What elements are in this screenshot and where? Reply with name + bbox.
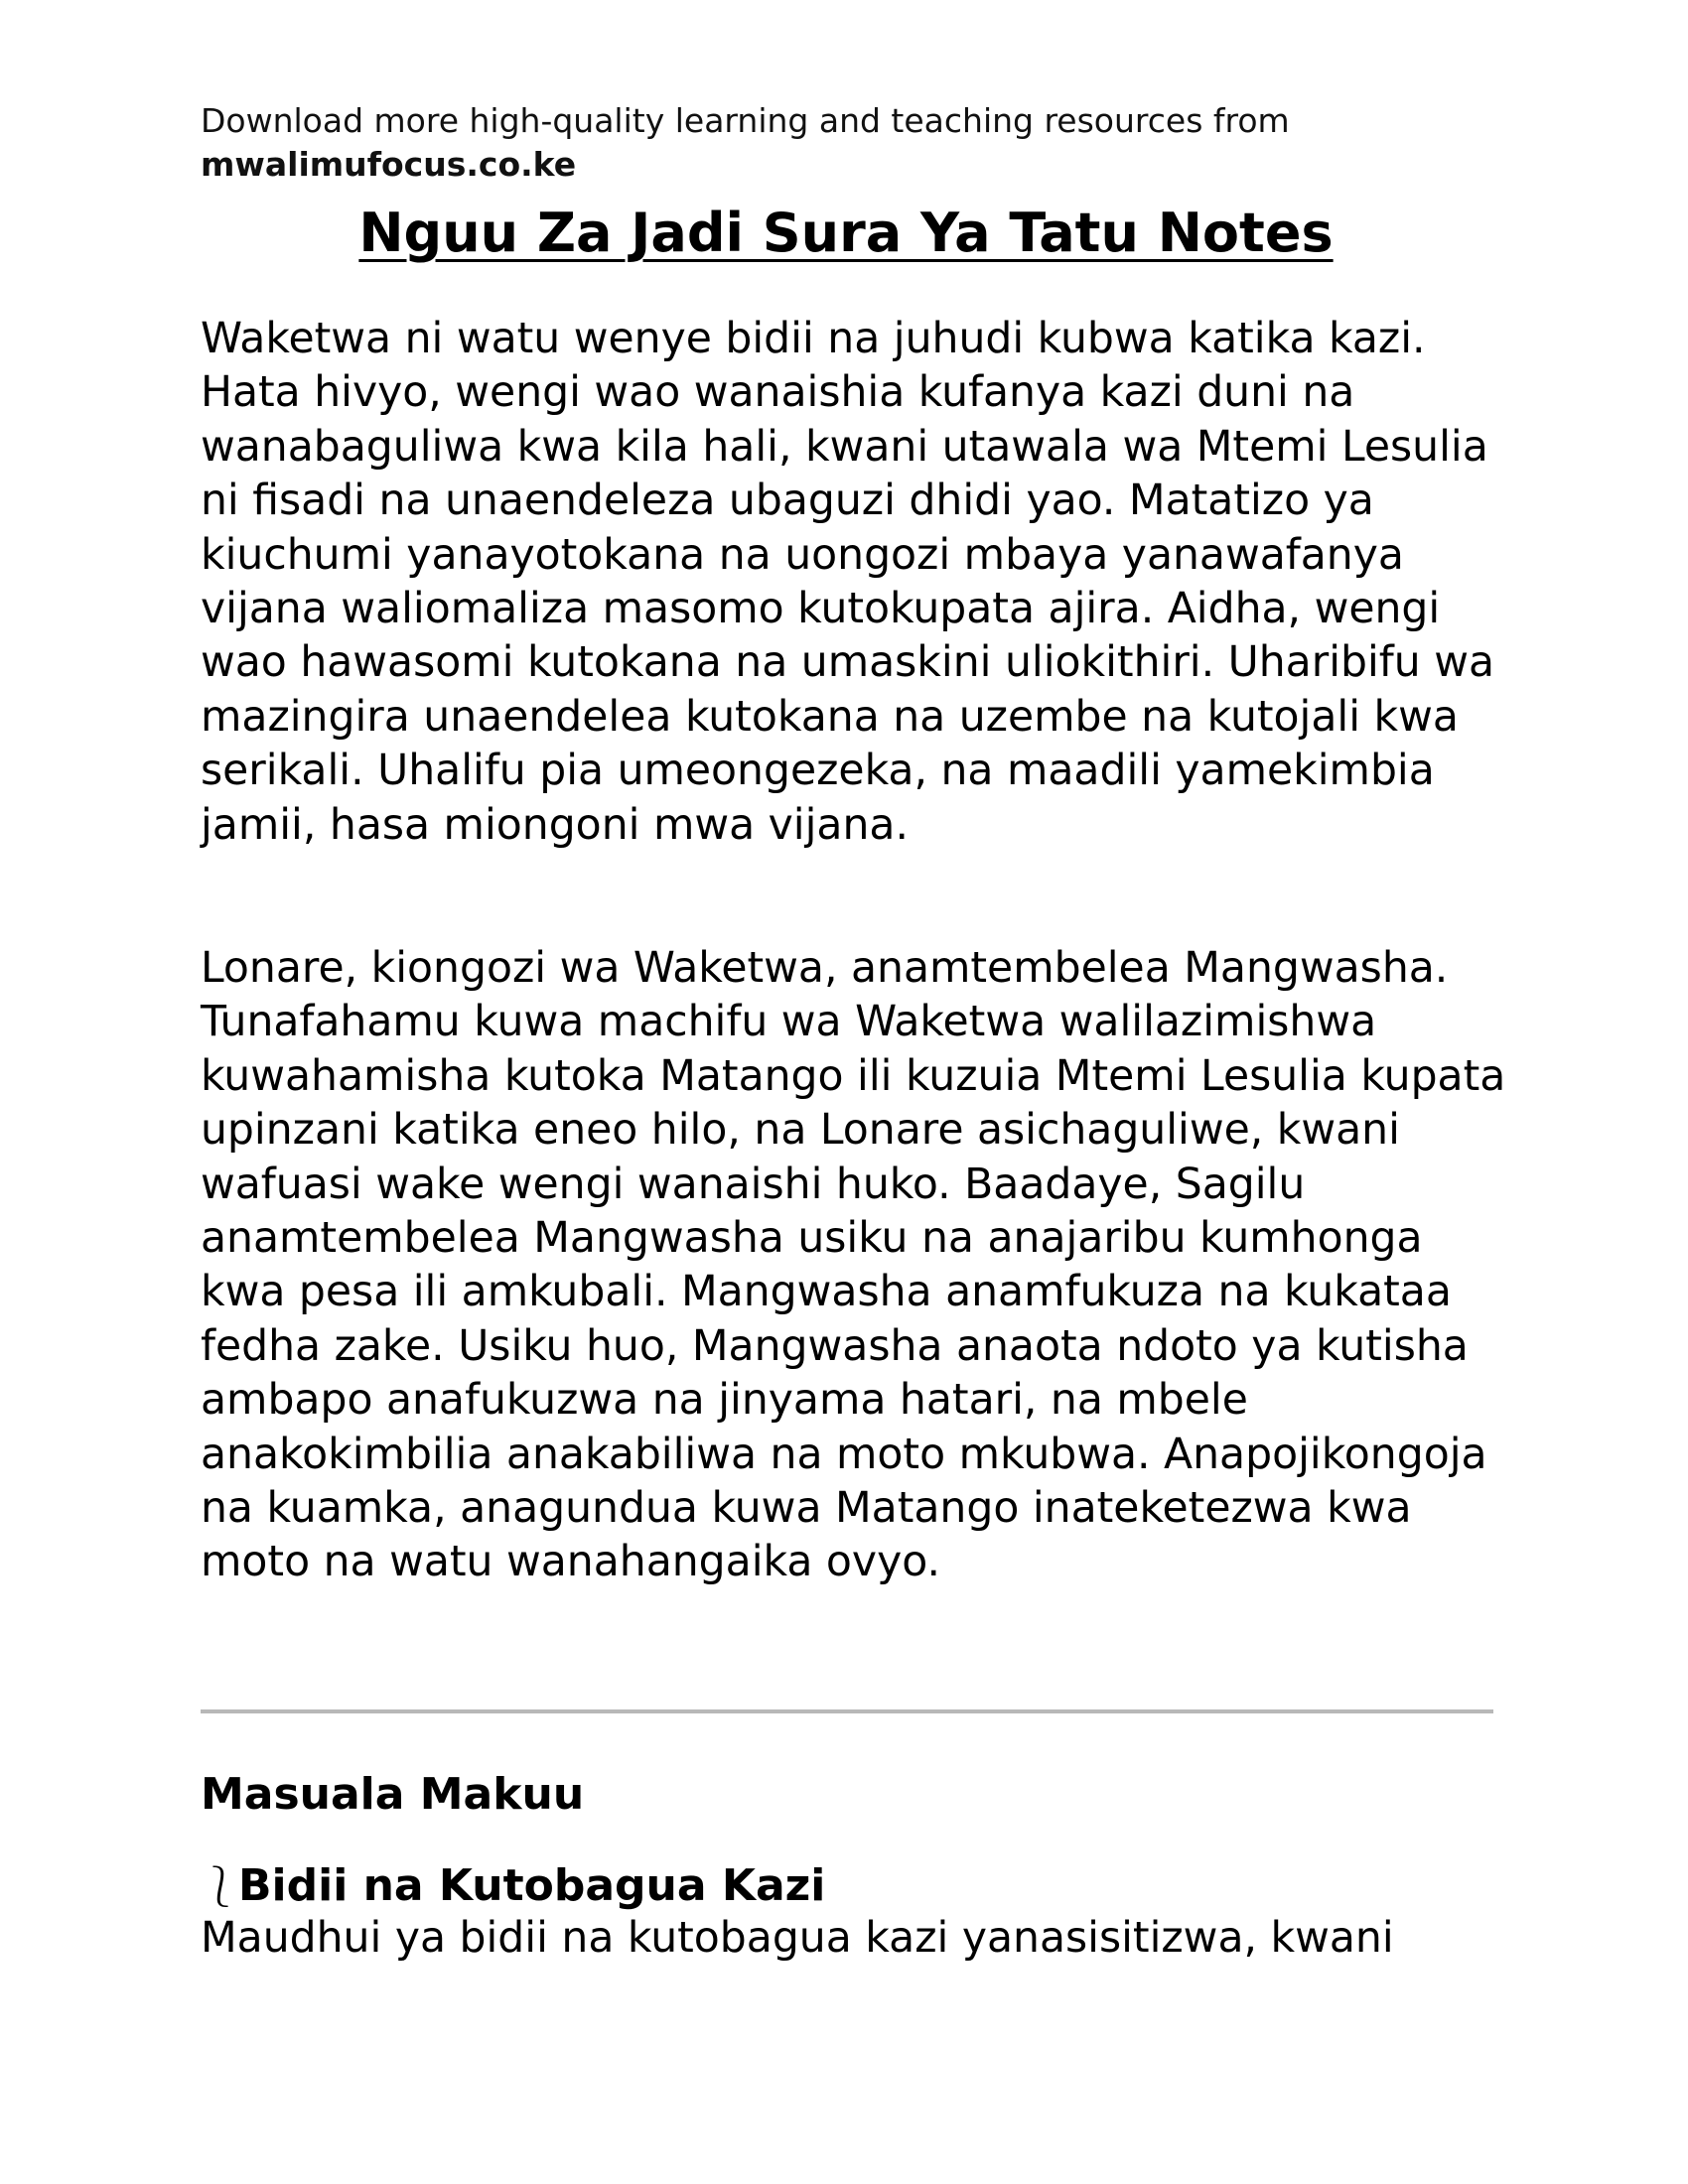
paragraph-2: Lonare, kiongozi wa Waketwa, anamtembelea Mangwasha. Tunafahamu kuwa machifu wa Waketwa walilazimishwa kuwahamisha kutoka Matango ili kuzuia Mtemi Lesulia kupata upinzani katika eneo hilo, na Lonare asichaguliwe, kwani wafuasi wake wengi wanaishi huko. Baadaye, Sagilu anamtembelea Mangwasha usiku na anajaribu kumhonga kwa pesa ili amkubali. Mangwasha anamfukuza na kukataa fedha zake. Usiku huo, Mangwasha anaota ndoto ya kutisha ambapo anafukuzwa na jinyama hatari, na mbele anakokimbilia anakabiliwa na moto mkubwa. Anapojikongoja na kuamka, anagundua kuwa Matango inateketezwa kwa moto na watu wanahangaika ovyo. [201, 944, 1506, 1587]
page-title: Nguu Za Jadi Sura Ya Tatu Notes [358, 202, 1334, 264]
section-heading: Masuala Makuu [201, 1769, 585, 1820]
subheading-text: Bidii na Kutobagua Kazi [238, 1860, 826, 1911]
download-banner [201, 99, 1491, 187]
section-divider [201, 1709, 1493, 1713]
paragraph-1: Waketwa ni watu wenye bidii na juhudi kubwa katika kazi. Hata hivyo, wengi wao wanaishia kufanya kazi duni na wanabaguliwa kwa kila hali, kwani utawala wa Mtemi Lesulia ni fisadi na unaendeleza ubaguzi dhidi yao. Matatizo ya kiuchumi yanayotokana na uongozi mbaya yanawafanya vijana waliomaliza masomo kutokupata ajira. Aidha, wengi wao hawasomi kutokana na umaskini uliokithiri. Uharibifu wa mazingira unaendelea kutokana na uzembe na kutojali kwa serikali. Uhalifu pia umeongezeka, na maadili yamekimbia jamii, hasa miongoni mwa vijana. [201, 315, 1494, 850]
subheading [201, 1858, 825, 1915]
section-paragraph: Maudhui ya bidii na kutobagua kazi yanasisitizwa, kwani [201, 1914, 1394, 1963]
bullet-icon: ⎱ [201, 1864, 240, 1910]
download-banner-text: Download more high-quality learning and teaching resources from [201, 101, 1290, 140]
site-link[interactable]: mwalimufocus.co.ke [201, 145, 577, 184]
document-page [201, 99, 1506, 1963]
